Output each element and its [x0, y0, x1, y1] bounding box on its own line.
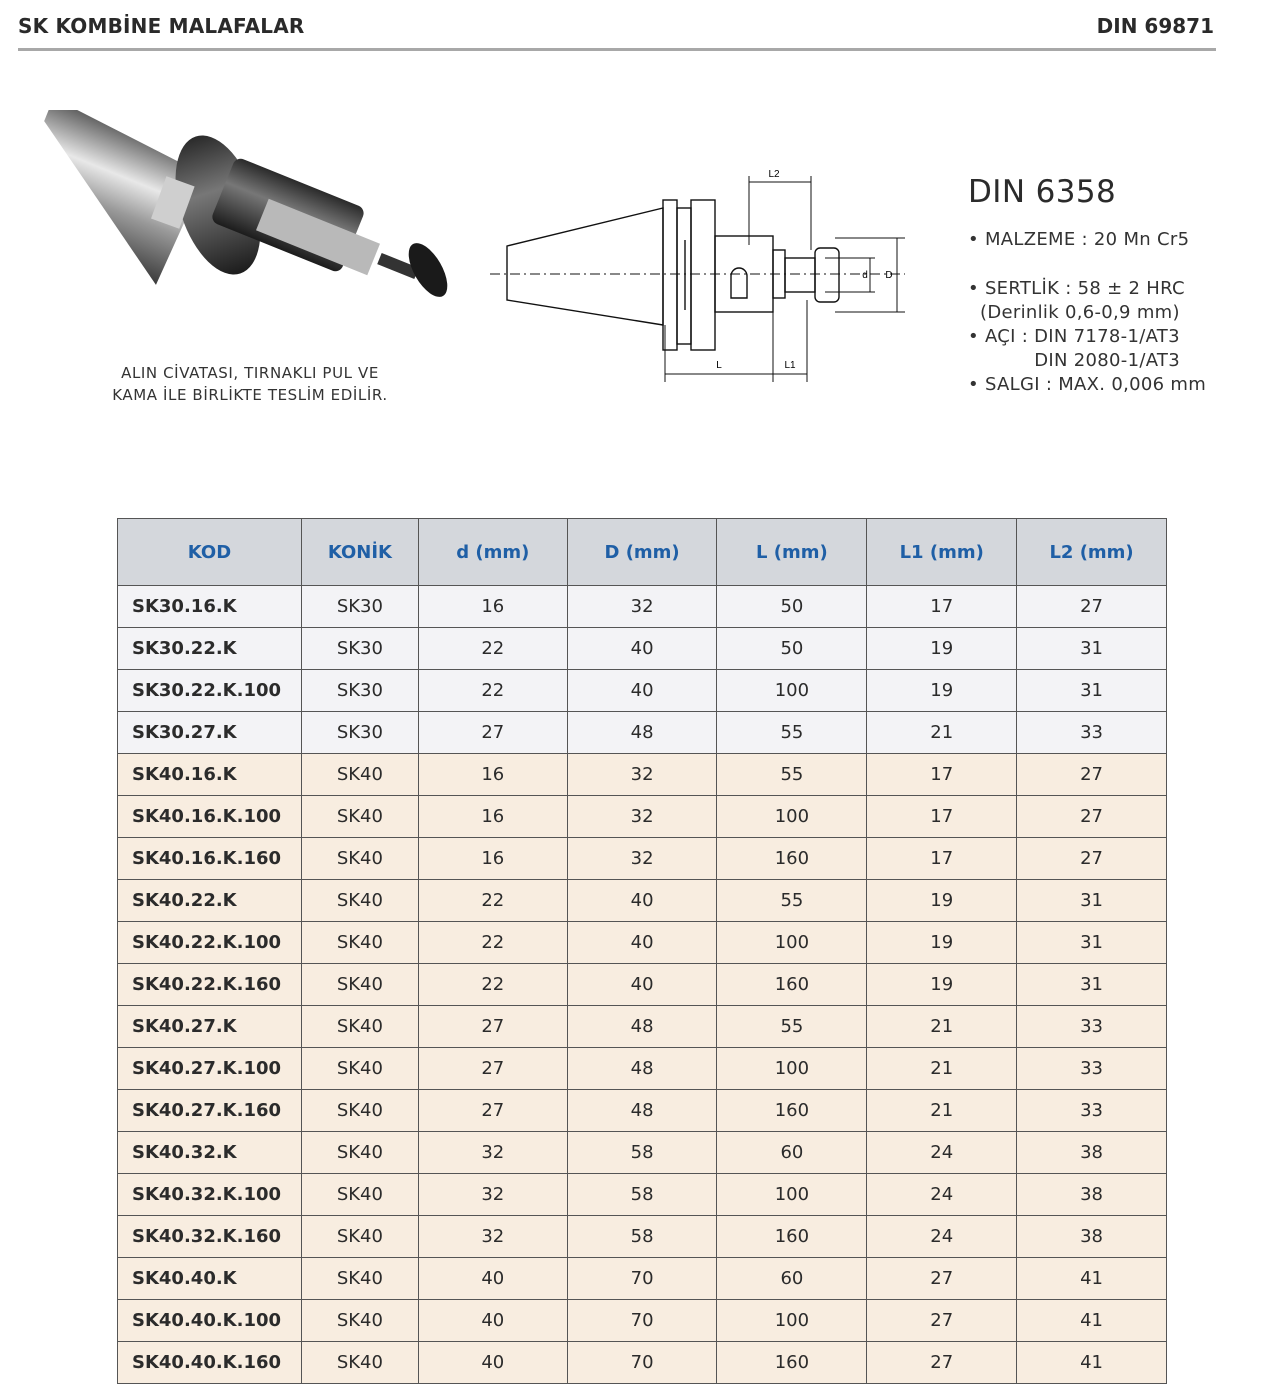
cell-kod: SK40.40.K.100 — [118, 1300, 302, 1342]
cell-D: 48 — [567, 1090, 717, 1132]
label-l2: L2 — [768, 169, 780, 180]
spec-angle-2: DIN 2080-1/AT3 — [968, 350, 1180, 371]
cell-d: 22 — [418, 964, 567, 1006]
cell-L2: 27 — [1017, 586, 1167, 628]
table-row — [118, 754, 1167, 796]
cell-D: 48 — [567, 712, 717, 754]
cell-kod: SK40.32.K.100 — [118, 1174, 302, 1216]
cell-konik: SK40 — [301, 1132, 418, 1174]
cell-konik: SK40 — [301, 754, 418, 796]
label-d: d — [862, 270, 868, 281]
cell-d: 22 — [418, 628, 567, 670]
cell-konik: SK40 — [301, 964, 418, 1006]
cell-L1: 27 — [867, 1300, 1017, 1342]
cell-L2: 27 — [1017, 754, 1167, 796]
product-photo — [18, 110, 458, 310]
caption-line-2: KAMA İLE BİRLİKTE TESLİM EDİLİR. — [112, 386, 388, 404]
table-row — [118, 838, 1167, 880]
cell-d: 32 — [418, 1132, 567, 1174]
table-row — [118, 964, 1167, 1006]
cell-D: 32 — [567, 838, 717, 880]
cell-L2: 38 — [1017, 1132, 1167, 1174]
cell-L2: 27 — [1017, 838, 1167, 880]
cell-kod: SK30.27.K — [118, 712, 302, 754]
cell-konik: SK40 — [301, 1342, 418, 1384]
delivery-note — [60, 362, 440, 406]
cell-konik: SK40 — [301, 1216, 418, 1258]
spec-runout: • SALGI : MAX. 0,006 mm — [968, 374, 1207, 395]
cell-D: 32 — [567, 796, 717, 838]
cell-L: 160 — [717, 1216, 867, 1258]
cell-L: 100 — [717, 922, 867, 964]
cell-L2: 27 — [1017, 796, 1167, 838]
standard-title: DIN 6358 — [968, 174, 1117, 210]
cell-konik: SK40 — [301, 1090, 418, 1132]
cell-L1: 27 — [867, 1258, 1017, 1300]
cell-kod: SK40.22.K — [118, 880, 302, 922]
cell-L2: 41 — [1017, 1342, 1167, 1384]
cell-L1: 21 — [867, 1006, 1017, 1048]
cell-d: 22 — [418, 922, 567, 964]
cell-D: 70 — [567, 1342, 717, 1384]
cell-d: 32 — [418, 1174, 567, 1216]
cell-L2: 31 — [1017, 964, 1167, 1006]
table-row — [118, 1258, 1167, 1300]
cell-kod: SK30.16.K — [118, 586, 302, 628]
cell-konik: SK30 — [301, 712, 418, 754]
cell-kod: SK40.40.K.160 — [118, 1342, 302, 1384]
col-header-L: L (mm) — [717, 519, 867, 586]
cell-L: 55 — [717, 712, 867, 754]
spec-list — [968, 228, 1206, 397]
cell-L2: 31 — [1017, 880, 1167, 922]
cell-L1: 19 — [867, 964, 1017, 1006]
cell-L1: 24 — [867, 1174, 1017, 1216]
cell-konik: SK40 — [301, 880, 418, 922]
spec-angle: • AÇI : DIN 7178-1/AT3 — [968, 326, 1180, 347]
col-header-kod: KOD — [118, 519, 302, 586]
cell-D: 40 — [567, 964, 717, 1006]
cell-L: 55 — [717, 754, 867, 796]
cell-D: 58 — [567, 1216, 717, 1258]
table-row — [118, 1090, 1167, 1132]
cell-d: 16 — [418, 838, 567, 880]
cell-kod: SK40.27.K.100 — [118, 1048, 302, 1090]
cell-kod: SK40.22.K.100 — [118, 922, 302, 964]
cell-kod: SK40.27.K — [118, 1006, 302, 1048]
cell-d: 16 — [418, 586, 567, 628]
cell-L1: 24 — [867, 1132, 1017, 1174]
cell-L2: 33 — [1017, 1048, 1167, 1090]
cell-L1: 24 — [867, 1216, 1017, 1258]
cell-L2: 31 — [1017, 628, 1167, 670]
table-row — [118, 922, 1167, 964]
cell-L: 160 — [717, 1342, 867, 1384]
cell-d: 16 — [418, 796, 567, 838]
cell-L2: 33 — [1017, 1090, 1167, 1132]
label-l: L — [716, 360, 722, 371]
cell-d: 27 — [418, 1006, 567, 1048]
cell-L: 160 — [717, 964, 867, 1006]
spec-material: • MALZEME : 20 Mn Cr5 — [968, 229, 1190, 250]
cell-L1: 27 — [867, 1342, 1017, 1384]
table-row — [118, 712, 1167, 754]
table-row — [118, 670, 1167, 712]
cell-L1: 21 — [867, 1048, 1017, 1090]
cell-L: 50 — [717, 586, 867, 628]
cell-L2: 38 — [1017, 1216, 1167, 1258]
cell-L: 50 — [717, 628, 867, 670]
col-header-L2: L2 (mm) — [1017, 519, 1167, 586]
table-row — [118, 1006, 1167, 1048]
cell-L2: 31 — [1017, 922, 1167, 964]
cell-L1: 17 — [867, 796, 1017, 838]
cell-d: 16 — [418, 754, 567, 796]
table-row — [118, 880, 1167, 922]
cell-L: 55 — [717, 880, 867, 922]
cell-kod: SK40.16.K — [118, 754, 302, 796]
cell-d: 27 — [418, 712, 567, 754]
din-number: DIN 69871 — [1096, 14, 1214, 38]
cell-kod: SK40.16.K.160 — [118, 838, 302, 880]
cell-L1: 19 — [867, 922, 1017, 964]
cell-L1: 21 — [867, 712, 1017, 754]
table-header-row — [118, 519, 1167, 586]
cell-kod: SK30.22.K.100 — [118, 670, 302, 712]
cell-L2: 33 — [1017, 712, 1167, 754]
cell-konik: SK40 — [301, 1006, 418, 1048]
cell-kod: SK30.22.K — [118, 628, 302, 670]
cell-L1: 17 — [867, 838, 1017, 880]
label-l1: L1 — [784, 360, 796, 371]
cell-d: 40 — [418, 1258, 567, 1300]
cell-D: 40 — [567, 880, 717, 922]
table-row — [118, 1174, 1167, 1216]
caption-line-1: ALIN CİVATASI, TIRNAKLI PUL VE — [121, 364, 379, 382]
spec-depth: (Derinlik 0,6-0,9 mm) — [968, 302, 1180, 323]
table-row — [118, 1216, 1167, 1258]
table-row — [118, 1132, 1167, 1174]
cell-L: 160 — [717, 838, 867, 880]
cell-L: 60 — [717, 1258, 867, 1300]
cell-D: 32 — [567, 754, 717, 796]
cell-D: 40 — [567, 922, 717, 964]
col-header-konik: KONİK — [301, 519, 418, 586]
cell-L: 100 — [717, 670, 867, 712]
cell-L: 100 — [717, 796, 867, 838]
table-row — [118, 1342, 1167, 1384]
cell-L: 100 — [717, 1300, 867, 1342]
cell-kod: SK40.40.K — [118, 1258, 302, 1300]
cell-L2: 38 — [1017, 1174, 1167, 1216]
cell-L: 100 — [717, 1174, 867, 1216]
page-title: SK KOMBİNE MALAFALAR — [18, 14, 305, 38]
cell-konik: SK40 — [301, 796, 418, 838]
cell-L: 60 — [717, 1132, 867, 1174]
cell-konik: SK30 — [301, 586, 418, 628]
cell-L1: 17 — [867, 754, 1017, 796]
cell-d: 22 — [418, 880, 567, 922]
cell-D: 48 — [567, 1048, 717, 1090]
cell-D: 58 — [567, 1174, 717, 1216]
cell-D: 32 — [567, 586, 717, 628]
technical-drawing — [485, 160, 925, 390]
cell-L1: 19 — [867, 880, 1017, 922]
cell-konik: SK30 — [301, 628, 418, 670]
table-row — [118, 628, 1167, 670]
cell-konik: SK40 — [301, 1300, 418, 1342]
cell-d: 40 — [418, 1300, 567, 1342]
product-table — [117, 518, 1167, 1384]
cell-konik: SK40 — [301, 1258, 418, 1300]
cell-L: 100 — [717, 1048, 867, 1090]
cell-L2: 33 — [1017, 1006, 1167, 1048]
label-D: D — [885, 270, 893, 281]
col-header-D: D (mm) — [567, 519, 717, 586]
table-row — [118, 1048, 1167, 1090]
cell-L1: 17 — [867, 586, 1017, 628]
cell-L2: 41 — [1017, 1300, 1167, 1342]
cell-D: 70 — [567, 1258, 717, 1300]
cell-D: 58 — [567, 1132, 717, 1174]
table-row — [118, 586, 1167, 628]
cell-konik: SK40 — [301, 1174, 418, 1216]
col-header-d: d (mm) — [418, 519, 567, 586]
cell-D: 48 — [567, 1006, 717, 1048]
cell-kod: SK40.32.K.160 — [118, 1216, 302, 1258]
cell-konik: SK30 — [301, 670, 418, 712]
cell-L2: 41 — [1017, 1258, 1167, 1300]
cell-d: 22 — [418, 670, 567, 712]
table-row — [118, 1300, 1167, 1342]
cell-kod: SK40.22.K.160 — [118, 964, 302, 1006]
cell-D: 70 — [567, 1300, 717, 1342]
cell-konik: SK40 — [301, 1048, 418, 1090]
table-row — [118, 796, 1167, 838]
cell-d: 32 — [418, 1216, 567, 1258]
cell-kod: SK40.27.K.160 — [118, 1090, 302, 1132]
cell-L2: 31 — [1017, 670, 1167, 712]
cell-konik: SK40 — [301, 838, 418, 880]
cell-L1: 21 — [867, 1090, 1017, 1132]
header-divider — [18, 48, 1216, 51]
cell-d: 27 — [418, 1090, 567, 1132]
cell-L: 55 — [717, 1006, 867, 1048]
cell-d: 40 — [418, 1342, 567, 1384]
cell-D: 40 — [567, 628, 717, 670]
cell-L1: 19 — [867, 670, 1017, 712]
cell-L: 160 — [717, 1090, 867, 1132]
cell-kod: SK40.32.K — [118, 1132, 302, 1174]
cell-kod: SK40.16.K.100 — [118, 796, 302, 838]
spec-hardness: • SERTLİK : 58 ± 2 HRC — [968, 278, 1185, 299]
cell-L1: 19 — [867, 628, 1017, 670]
cell-D: 40 — [567, 670, 717, 712]
col-header-L1: L1 (mm) — [867, 519, 1017, 586]
cell-konik: SK40 — [301, 922, 418, 964]
cell-d: 27 — [418, 1048, 567, 1090]
